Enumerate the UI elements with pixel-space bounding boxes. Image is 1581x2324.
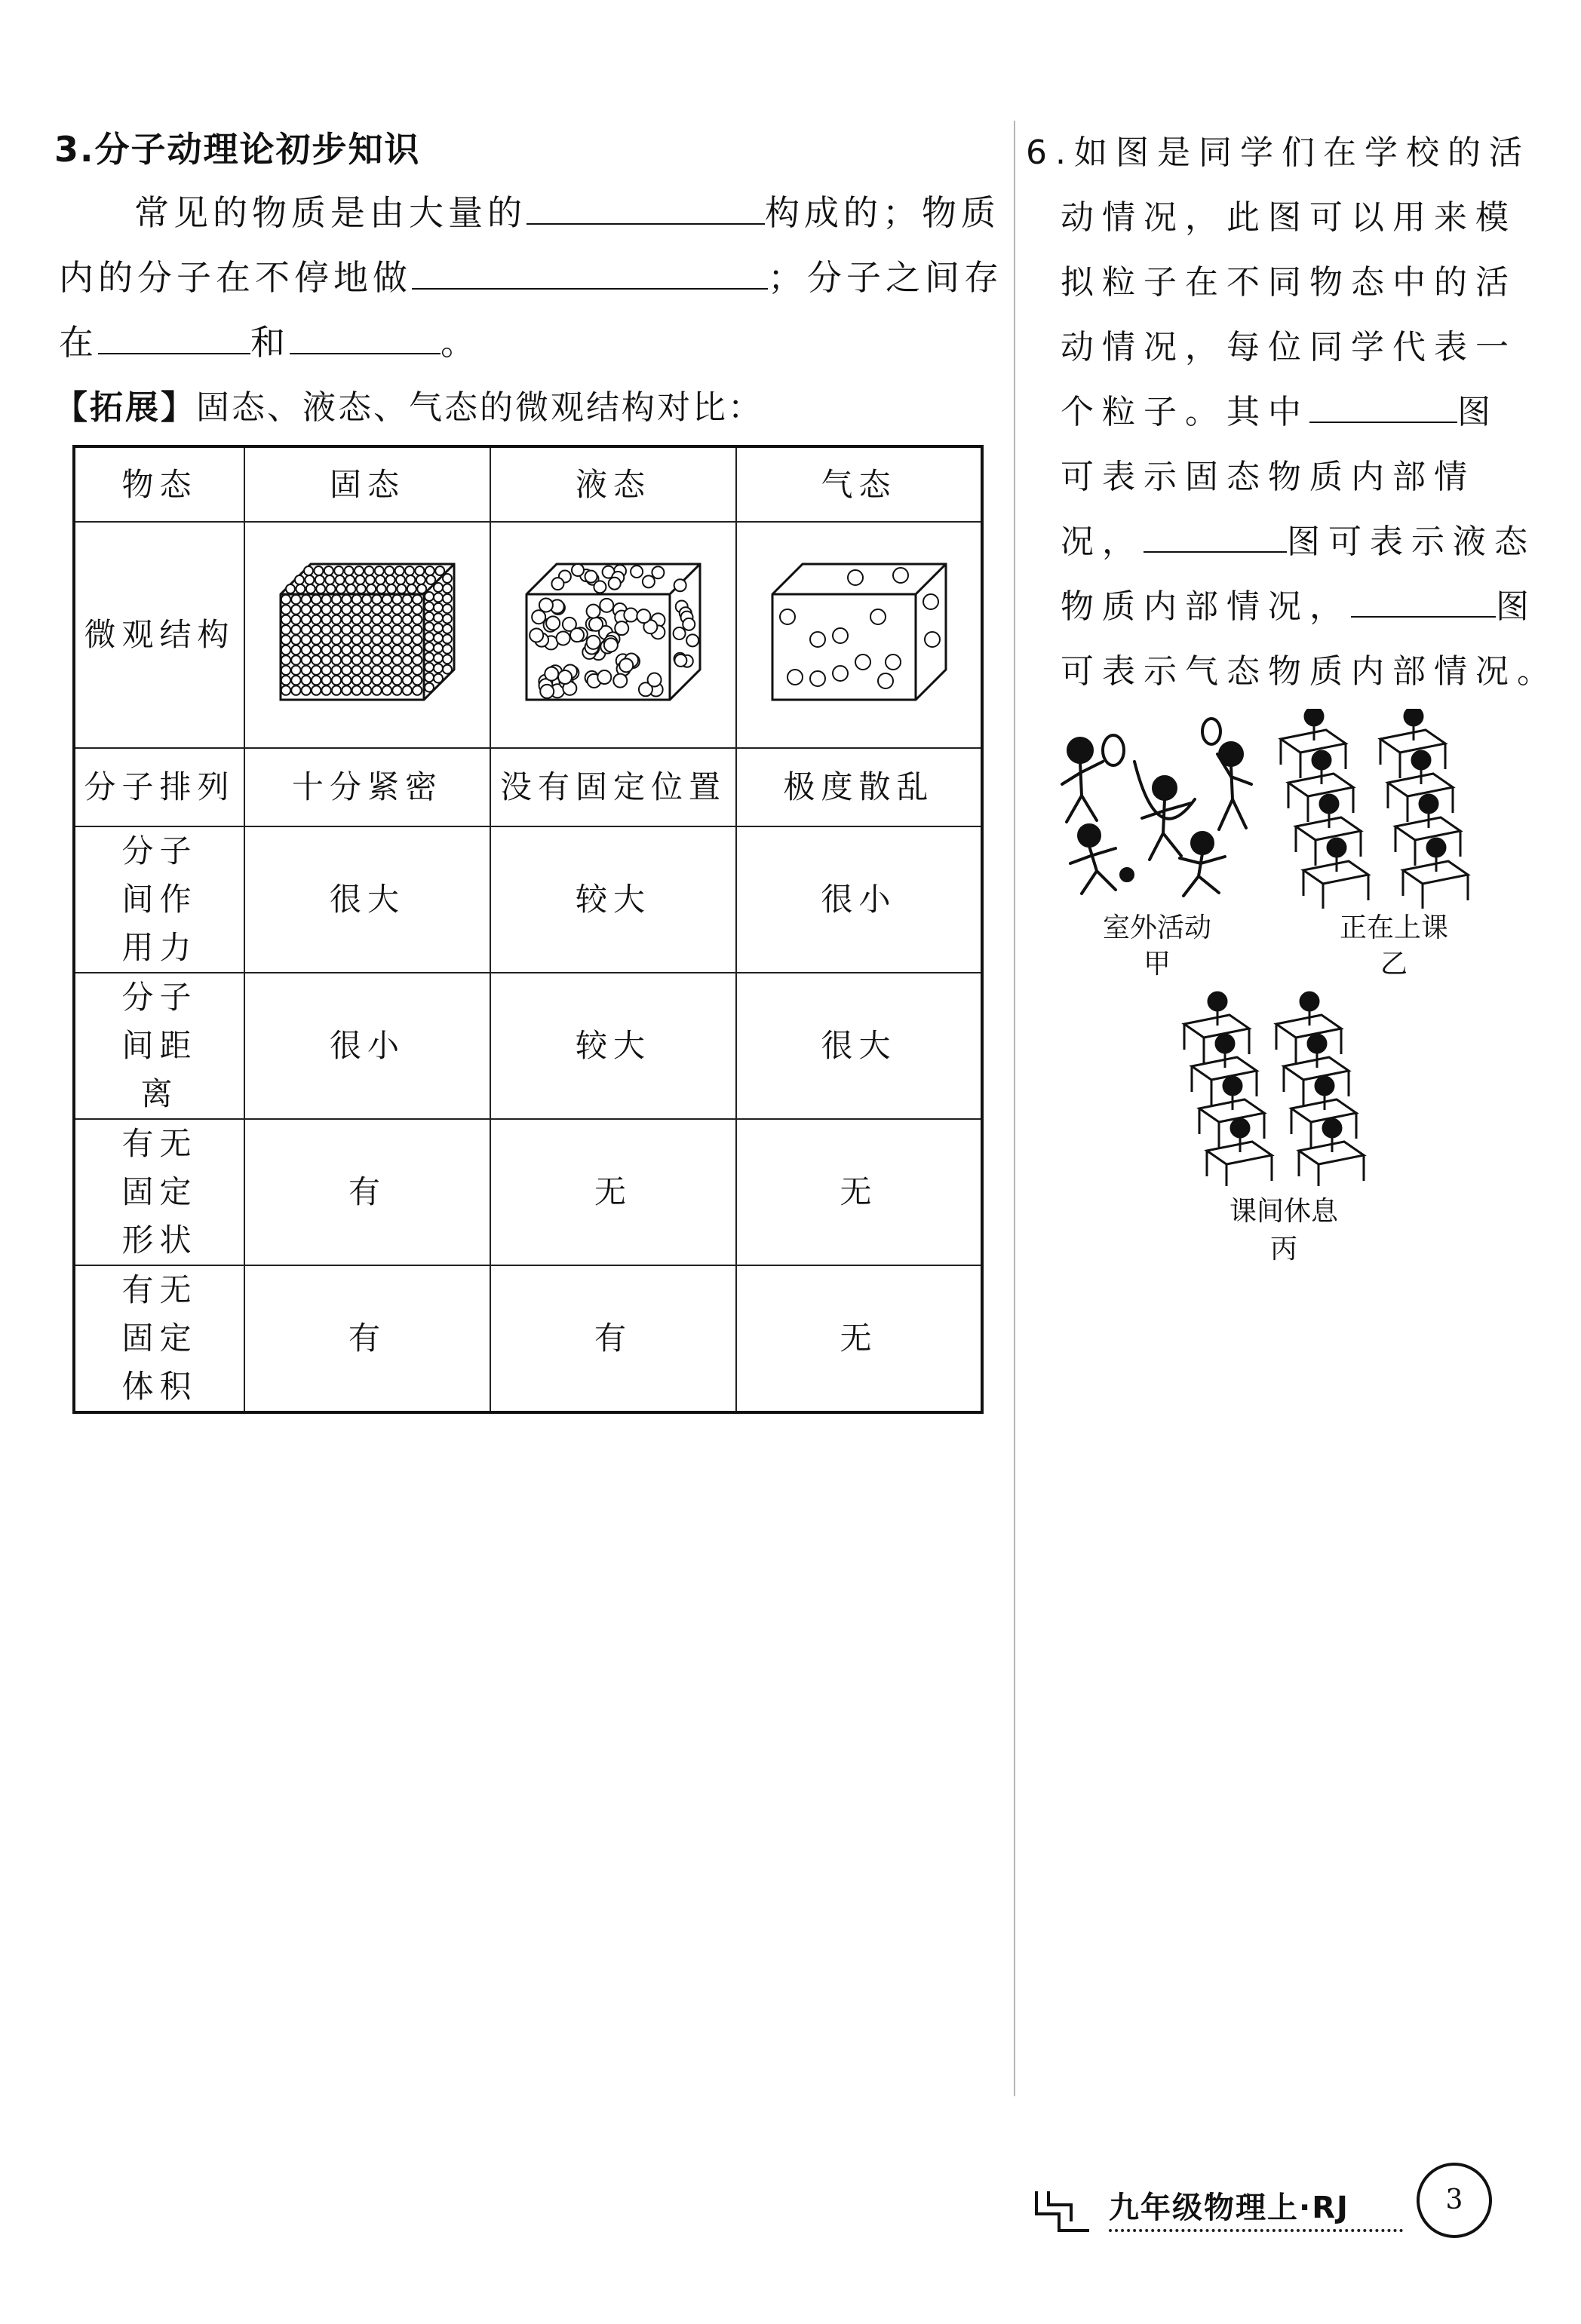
q6-line5-text-a: 个粒子。其中 — [1061, 393, 1309, 431]
desk-sketch — [1284, 1035, 1349, 1105]
desk-sketch — [1296, 795, 1361, 866]
blank-gas-picture[interactable] — [1351, 615, 1496, 618]
desk-sketch — [1388, 751, 1453, 822]
in-class-picture — [1275, 709, 1478, 909]
expand-heading — [54, 380, 763, 428]
header-solid: 固态 — [244, 446, 490, 522]
cell-gas: 无 — [736, 1119, 982, 1265]
page-number: 3 — [1417, 2163, 1492, 2238]
section3-line1 — [134, 185, 1000, 235]
class-break-caption: 课间休息 — [1229, 1196, 1338, 1227]
q6-line1: 6.如图是同学们在学校的活 — [1026, 133, 1530, 172]
blank-solid-picture[interactable] — [1309, 421, 1457, 423]
q6-line7-text-a: 况， — [1061, 523, 1144, 561]
blank-repulsion[interactable] — [290, 352, 441, 354]
liquid-particles — [530, 564, 698, 698]
cell-gas: 极度散乱 — [736, 748, 982, 826]
q6-line7-text-b: 图可表示液态 — [1287, 523, 1536, 561]
blank-attraction[interactable] — [98, 352, 250, 354]
cell-liquid: 有 — [490, 1265, 736, 1412]
outdoor-activity-picture — [1044, 709, 1270, 899]
section-title: 3.分子动理论初步知识 — [54, 129, 421, 170]
cell-liquid: 没有固定位置 — [490, 748, 736, 826]
line1-text-a: 常见的物质是由大量的 — [134, 192, 526, 233]
cell-gas: 很小 — [736, 826, 982, 973]
q6-line8 — [1061, 579, 1537, 627]
row-label: 分子间作用力 — [74, 826, 244, 973]
footer-ornament-icon — [1033, 2188, 1092, 2234]
desk-sketch — [1403, 839, 1468, 909]
desk-sketch — [1299, 1119, 1364, 1186]
line2-text-b: ；分子之间存 — [768, 257, 1003, 298]
desk-sketch — [1192, 1035, 1257, 1105]
outdoor-caption: 室外活动 — [1102, 912, 1211, 943]
cell-liquid: 较大 — [490, 973, 736, 1119]
cell-solid: 很大 — [244, 826, 490, 973]
expand-text: 固态、液态、气态的微观结构对比： — [196, 388, 763, 427]
cell-liquid: 较大 — [490, 826, 736, 973]
line1-text-b: 构成的；物质 — [765, 192, 1000, 233]
desk-sketch — [1288, 751, 1353, 822]
q6-line3: 拟粒子在不同物态中的活 — [1061, 263, 1517, 302]
cell-solid: 有 — [244, 1265, 490, 1412]
q6-line8-text-a: 物质内部情况， — [1061, 587, 1351, 626]
table-row — [74, 1119, 982, 1265]
row-label-structure: 微观结构 — [74, 522, 244, 748]
column-divider — [1014, 121, 1015, 2096]
in-class-caption: 正在上课 — [1339, 912, 1448, 943]
q6-line9: 可表示气态物质内部情况。 — [1061, 652, 1558, 691]
blank-molecules[interactable] — [526, 222, 765, 225]
line3-text-b: 和 — [250, 322, 290, 363]
blank-liquid-picture[interactable] — [1144, 550, 1287, 553]
cell-solid: 十分紧密 — [244, 748, 490, 826]
desk-sketch — [1199, 1077, 1264, 1148]
q6-line5-text-b: 图 — [1457, 393, 1499, 431]
table-header-row — [74, 446, 982, 522]
expand-bracket-label: 【拓展】 — [54, 388, 196, 427]
desk-sketch — [1207, 1119, 1272, 1186]
table-row — [74, 826, 982, 973]
desk-sketch — [1291, 1077, 1356, 1148]
liquid-structure-cell — [490, 522, 736, 748]
solid-particles — [281, 566, 452, 695]
table-row — [74, 1265, 982, 1412]
gas-structure-cell — [736, 522, 982, 748]
states-comparison-table — [72, 445, 984, 1414]
header-liquid: 液态 — [490, 446, 736, 522]
book-title: 九年级物理上·RJ — [1109, 2191, 1349, 2225]
q6-line7 — [1061, 514, 1536, 563]
cell-gas: 无 — [736, 1265, 982, 1412]
desk-sketch — [1276, 992, 1341, 1063]
blank-motion[interactable] — [412, 287, 768, 290]
solid-cube-diagram — [273, 549, 462, 707]
footer-dotted-rule — [1109, 2229, 1403, 2232]
row-label: 有无固定体积 — [74, 1265, 244, 1412]
header-gas: 气态 — [736, 446, 982, 522]
desk-sketch — [1303, 839, 1368, 909]
table-row — [74, 748, 982, 826]
line2-text-a: 内的分子在不停地做 — [59, 257, 412, 298]
gas-cube-diagram — [765, 549, 953, 707]
section3-line3 — [59, 315, 480, 365]
row-label: 分子排列 — [74, 748, 244, 826]
q6-line2: 动情况，此图可以用来模 — [1061, 198, 1517, 237]
section3-line2 — [59, 250, 1003, 300]
cell-liquid: 无 — [490, 1119, 736, 1265]
q6-line4: 动情况，每位同学代表一 — [1061, 328, 1517, 366]
desk-sketch — [1184, 992, 1249, 1063]
header-state: 物态 — [74, 446, 244, 522]
row-label: 有无固定形状 — [74, 1119, 244, 1265]
liquid-cube-diagram — [519, 549, 708, 707]
line3-text-c: 。 — [441, 322, 480, 363]
q6-line6: 可表示固态物质内部情 — [1061, 458, 1475, 496]
line3-text-a: 在 — [59, 322, 98, 363]
row-label: 分子间距离 — [74, 973, 244, 1119]
cell-solid: 很小 — [244, 973, 490, 1119]
solid-structure-cell — [244, 522, 490, 748]
q6-line8-text-b: 图 — [1496, 587, 1537, 626]
table-row — [74, 973, 982, 1119]
cell-solid: 有 — [244, 1119, 490, 1265]
class-break-label: 丙 — [1269, 1234, 1297, 1265]
class-break-picture — [1177, 986, 1373, 1186]
outdoor-label: 甲 — [1143, 949, 1171, 980]
desk-sketch — [1395, 795, 1460, 866]
table-row-structure — [74, 522, 982, 748]
desk-sketch — [1281, 709, 1346, 778]
cell-gas: 很大 — [736, 973, 982, 1119]
desk-sketch — [1380, 709, 1445, 778]
in-class-label: 乙 — [1380, 949, 1408, 980]
q6-line5 — [1061, 385, 1499, 433]
